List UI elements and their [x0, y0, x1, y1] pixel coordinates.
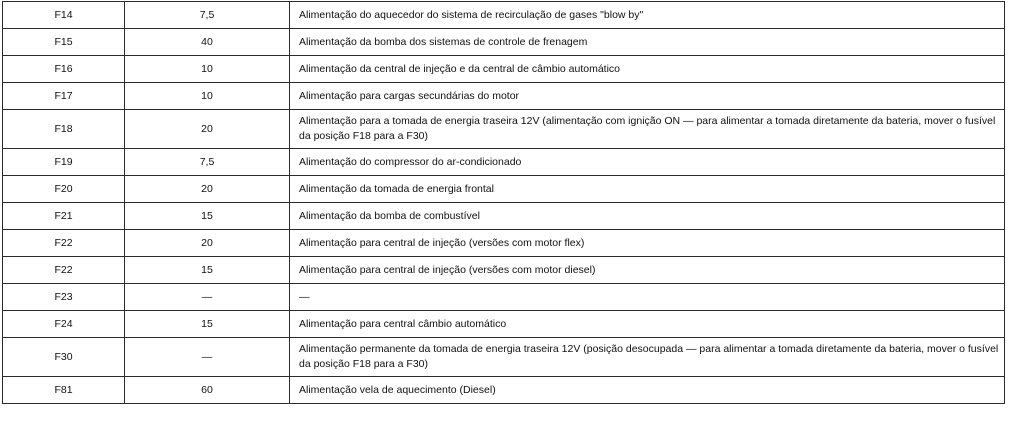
fuse-amperage: — — [125, 338, 290, 377]
table-row — [3, 29, 1005, 56]
fuse-amperage: 40 — [125, 29, 290, 56]
fuse-function: Alimentação para cargas secundárias do motor — [290, 83, 1005, 110]
fuse-function: Alimentação vela de aquecimento (Diesel) — [290, 377, 1005, 404]
table-row — [3, 257, 1005, 284]
fuse-position: F14 — [3, 2, 125, 29]
table-row — [3, 230, 1005, 257]
fuse-function: Alimentação permanente da tomada de energia traseira 12V (posição desocupada — para alimentar a tomada diretamente da bateria, mover o fusível da posição F18 para a F30) — [290, 338, 1005, 377]
fuse-position: F17 — [3, 83, 125, 110]
fuse-amperage: 20 — [125, 230, 290, 257]
fuse-function: Alimentação da bomba dos sistemas de controle de frenagem — [290, 29, 1005, 56]
fuse-function: Alimentação para a tomada de energia traseira 12V (alimentação com ignição ON — para alimentar a tomada diretamente da bateria, mover o fusível da posição F18 para a F30) — [290, 110, 1005, 149]
fuse-position: F15 — [3, 29, 125, 56]
fuse-amperage: 60 — [125, 377, 290, 404]
fuse-table — [2, 1, 1005, 404]
fuse-amperage: 10 — [125, 56, 290, 83]
fuse-function: Alimentação para central de injeção (versões com motor flex) — [290, 230, 1005, 257]
table-row — [3, 338, 1005, 377]
fuse-amperage: 10 — [125, 83, 290, 110]
fuse-position: F81 — [3, 377, 125, 404]
table-row — [3, 56, 1005, 83]
fuse-position: F30 — [3, 338, 125, 377]
fuse-position: F22 — [3, 230, 125, 257]
fuse-function: Alimentação do compressor do ar-condicionado — [290, 149, 1005, 176]
fuse-position: F19 — [3, 149, 125, 176]
table-row — [3, 311, 1005, 338]
table-row — [3, 83, 1005, 110]
fuse-function: Alimentação da bomba de combustível — [290, 203, 1005, 230]
table-row — [3, 284, 1005, 311]
fuse-function: Alimentação para central câmbio automático — [290, 311, 1005, 338]
fuse-amperage: 7,5 — [125, 149, 290, 176]
fuse-function: Alimentação do aquecedor do sistema de recirculação de gases "blow by" — [290, 2, 1005, 29]
table-row — [3, 377, 1005, 404]
fuse-amperage: 7,5 — [125, 2, 290, 29]
fuse-position: F23 — [3, 284, 125, 311]
fuse-function: Alimentação da tomada de energia frontal — [290, 176, 1005, 203]
fuse-position: F21 — [3, 203, 125, 230]
fuse-amperage: 15 — [125, 203, 290, 230]
table-row — [3, 2, 1005, 29]
fuse-position: F22 — [3, 257, 125, 284]
table-row — [3, 149, 1005, 176]
fuse-amperage: 20 — [125, 176, 290, 203]
table-row — [3, 203, 1005, 230]
fuse-function: Alimentação da central de injeção e da central de câmbio automático — [290, 56, 1005, 83]
fuse-position: F20 — [3, 176, 125, 203]
fuse-function: Alimentação para central de injeção (versões com motor diesel) — [290, 257, 1005, 284]
fuse-position: F16 — [3, 56, 125, 83]
fuse-position: F24 — [3, 311, 125, 338]
fuse-amperage: 20 — [125, 110, 290, 149]
fuse-function: — — [290, 284, 1005, 311]
fuse-amperage: 15 — [125, 257, 290, 284]
fuse-amperage: — — [125, 284, 290, 311]
fuse-amperage: 15 — [125, 311, 290, 338]
table-row — [3, 110, 1005, 149]
fuse-position: F18 — [3, 110, 125, 149]
table-row — [3, 176, 1005, 203]
